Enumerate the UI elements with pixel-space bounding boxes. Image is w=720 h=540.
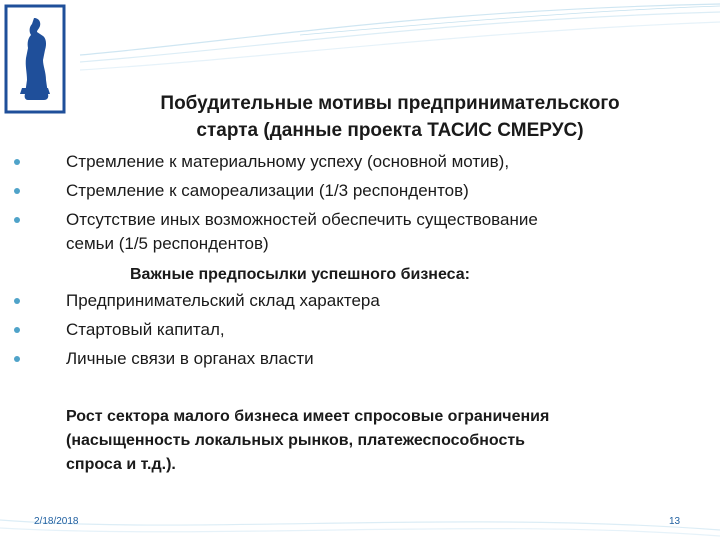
motive-text: семьи (1/5 респондентов) [66,234,269,253]
bullet-dot-icon [14,356,20,362]
prerequisite-item [66,319,225,341]
prerequisite-text: Личные связи в органах власти [66,349,314,368]
motive-item [66,180,469,202]
bullet-dot-icon [14,159,20,165]
motive-text: Отсутствие иных возможностей обеспечить существование [66,210,538,229]
conclusion-paragraph [66,405,696,477]
bullet-dot-icon [14,188,20,194]
footer-date: 2/18/2018 [34,516,79,527]
university-emblem-logo [4,4,66,114]
conclusion-line-3: спроса и т.д.). [66,456,176,473]
bullet-dot-icon [14,217,20,223]
conclusion-line-1: Рост сектора малого бизнеса имеет спросовые ограничения [66,408,550,425]
motive-text: Стремление к материальному успеху (основной мотив), [66,152,510,171]
title-line-1: Побудительные мотивы предпринимательского [160,93,620,114]
page-number: 13 [669,516,681,527]
prerequisite-text: Предпринимательский склад характера [66,291,380,310]
bottom-wave-decoration [0,480,720,540]
bullet-dot-icon [14,327,20,333]
top-wave-decoration [0,0,720,90]
motive-item-continuation [66,233,269,255]
title-line-2: старта (данные проекта ТАСИС СМЕРУС) [196,120,584,141]
prerequisite-item [66,348,314,370]
bullet-dot-icon [14,298,20,304]
prerequisite-item [66,290,380,312]
motive-item [66,151,509,173]
motive-item [66,209,538,231]
conclusion-line-2: (насыщенность локальных рынков, платежеспособность [66,432,526,449]
prerequisites-heading: Важные предпосылки успешного бизнеса: [130,266,470,283]
slide-title [90,90,690,144]
motive-text: Стремление к самореализации (1/3 респондентов) [66,181,469,200]
prerequisite-text: Стартовый капитал, [66,320,225,339]
